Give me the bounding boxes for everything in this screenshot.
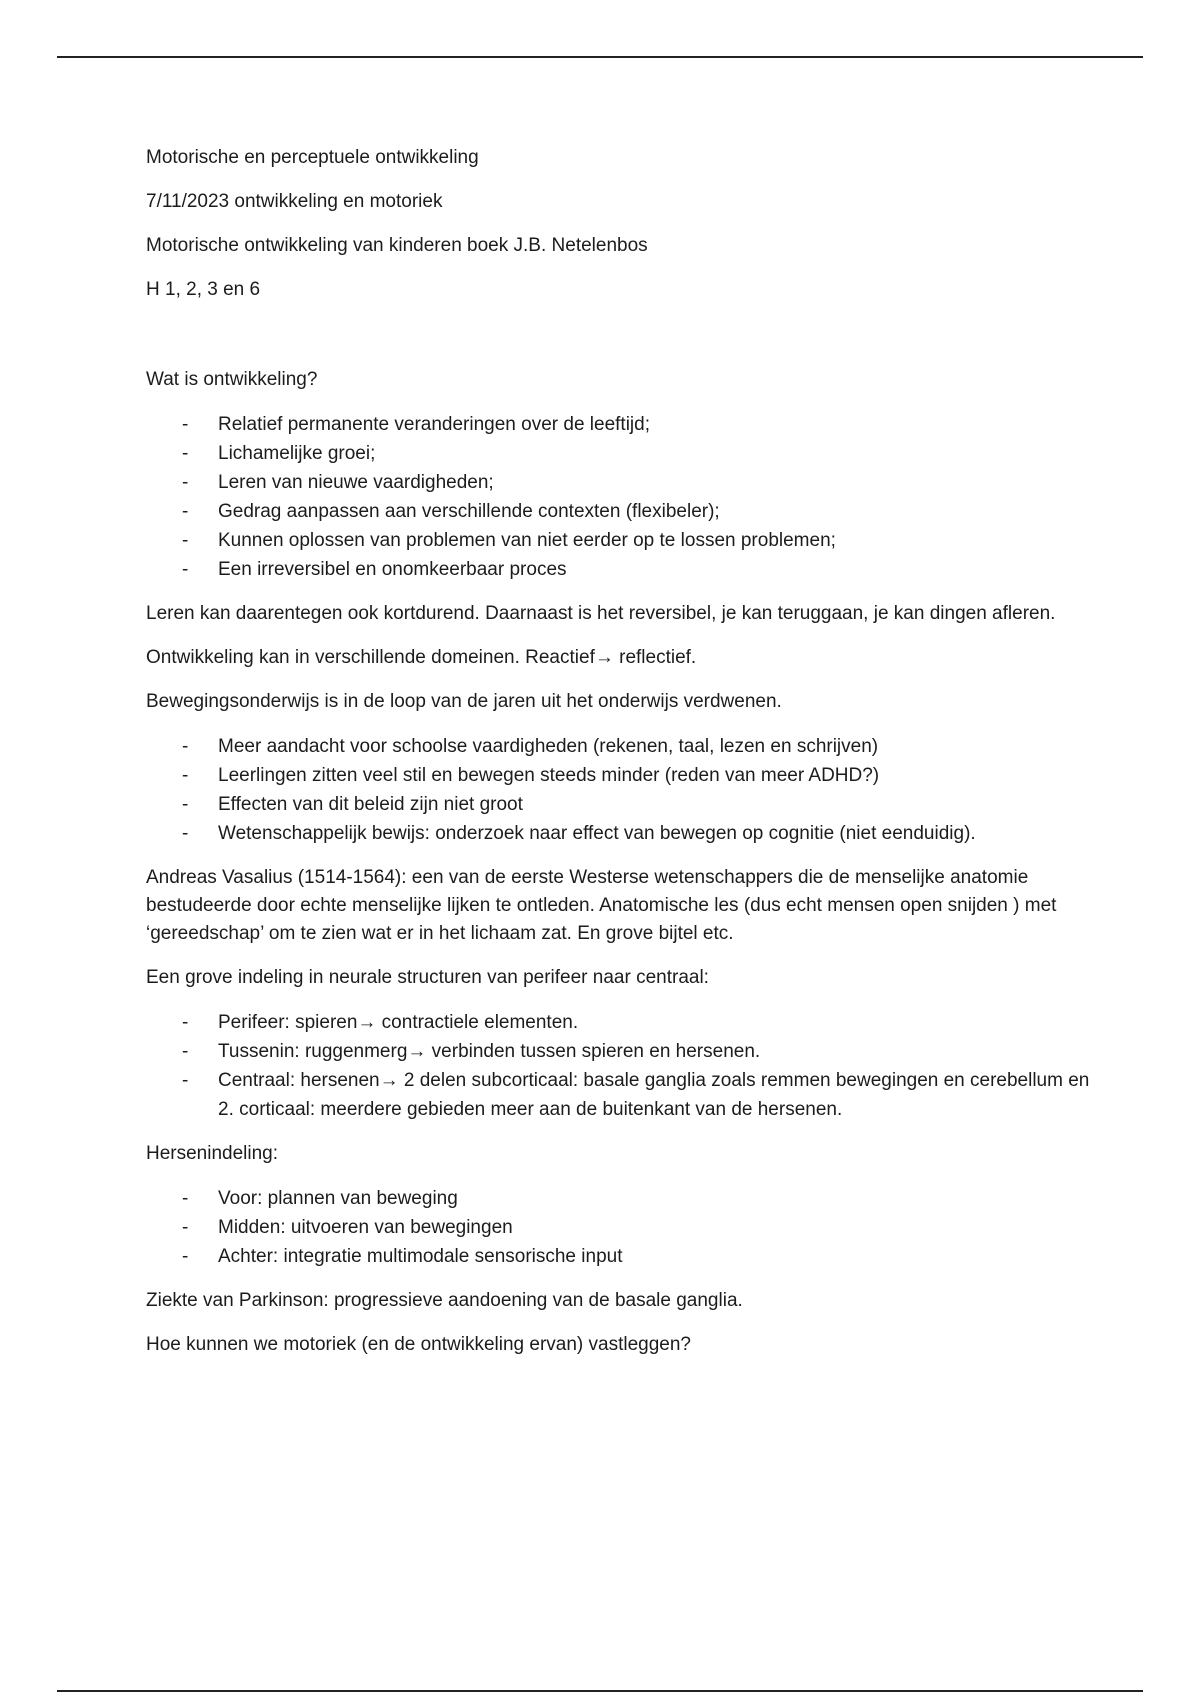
parkinson-paragraph: Ziekte van Parkinson: progressieve aandoening van de basale ganglia. (146, 1290, 743, 1311)
neural-structures-intro: Een grove indeling in neurale structuren van perifeer naar centraal: (146, 967, 709, 988)
dash-bullet: - (182, 736, 189, 757)
dash-bullet: - (182, 1188, 189, 1209)
list-item: - Perifeer: spieren→ contractiele elementen. (146, 1008, 1096, 1037)
brain-division-list (146, 1184, 1096, 1271)
dash-bullet: - (182, 501, 189, 522)
dash-bullet: - (182, 1217, 189, 1238)
list-item: - Centraal: hersenen→ 2 delen subcorticaal: basale ganglia zoals remmen bewegingen en cerebellum en 2. corticaal: meerdere gebieden meer aan de buitenkant van de hersenen. (146, 1066, 1096, 1124)
list-item: - Gedrag aanpassen aan verschillende contexten (flexibeler); (146, 497, 1096, 526)
dash-bullet: - (182, 1041, 189, 1062)
domains-paragraph: Ontwikkeling kan in verschillende domeinen. Reactief→ reflectief. (146, 647, 697, 668)
dash-bullet: - (182, 1246, 189, 1267)
dash-bullet: - (182, 530, 189, 551)
question-development: Wat is ontwikkeling? (146, 369, 318, 390)
learning-paragraph: Leren kan daarentegen ook kortdurend. Daarnaast is het reversibel, je kan teruggaan, je kan dingen afleren. (146, 603, 1056, 624)
chapters-line: H 1, 2, 3 en 6 (146, 279, 261, 300)
bottom-rule (57, 1690, 1143, 1692)
closing-question: Hoe kunnen we motoriek (en de ontwikkeling ervan) vastleggen? (146, 1334, 691, 1355)
dash-bullet: - (182, 1070, 189, 1091)
list-item: - Lichamelijke groei; (146, 439, 1096, 468)
list-item: - Wetenschappelijk bewijs: onderzoek naar effect van bewegen op cognitie (niet eenduidig). (146, 819, 1096, 848)
list-item: - Leerlingen zitten veel stil en bewegen steeds minder (reden van meer ADHD?) (146, 761, 1096, 790)
list-item: - Midden: uitvoeren van bewegingen (146, 1213, 1096, 1242)
vasalius-paragraph: Andreas Vasalius (1514-1564): een van de eerste Westerse wetenschappers die de menselijke anatomie bestudeerde door echte menselijke lijken te ontleden. Anatomische les (dus echt mensen open snijden ) met ‘gereedschap’ om te zien wat er in het lichaam zat. En grove bijtel etc. (146, 867, 1057, 944)
list-item: - Meer aandacht voor schoolse vaardigheden (rekenen, taal, lezen en schrijven) (146, 732, 1096, 761)
dash-bullet: - (182, 765, 189, 786)
dash-bullet: - (182, 414, 189, 435)
list-item: - Voor: plannen van beweging (146, 1184, 1096, 1213)
movement-education-list (146, 732, 1096, 848)
book-reference: Motorische ontwikkeling van kinderen boek J.B. Netelenbos (146, 235, 648, 256)
list-item: - Achter: integratie multimodale sensorische input (146, 1242, 1096, 1271)
date-line: 7/11/2023 ontwikkeling en motoriek (146, 191, 443, 212)
dash-bullet: - (182, 443, 189, 464)
document-title: Motorische en perceptuele ontwikkeling (146, 147, 479, 168)
list-item: - Tussenin: ruggenmerg→ verbinden tussen spieren en hersenen. (146, 1037, 1096, 1066)
list-item: - Kunnen oplossen van problemen van niet eerder op te lossen problemen; (146, 526, 1096, 555)
development-list (146, 410, 1096, 584)
movement-education-intro: Bewegingsonderwijs is in de loop van de jaren uit het onderwijs verdwenen. (146, 691, 782, 712)
list-item: - Leren van nieuwe vaardigheden; (146, 468, 1096, 497)
dash-bullet: - (182, 559, 189, 580)
dash-bullet: - (182, 1012, 189, 1033)
list-item: - Een irreversibel en onomkeerbaar proces (146, 555, 1096, 584)
dash-bullet: - (182, 472, 189, 493)
list-item: - Effecten van dit beleid zijn niet groot (146, 790, 1096, 819)
neural-structures-list (146, 1008, 1096, 1124)
brain-division-intro: Hersenindeling: (146, 1143, 279, 1164)
dash-bullet: - (182, 823, 189, 844)
dash-bullet: - (182, 794, 189, 815)
list-item: - Relatief permanente veranderingen over de leeftijd; (146, 410, 1096, 439)
top-rule (57, 56, 1143, 58)
document-body (146, 144, 1096, 1375)
